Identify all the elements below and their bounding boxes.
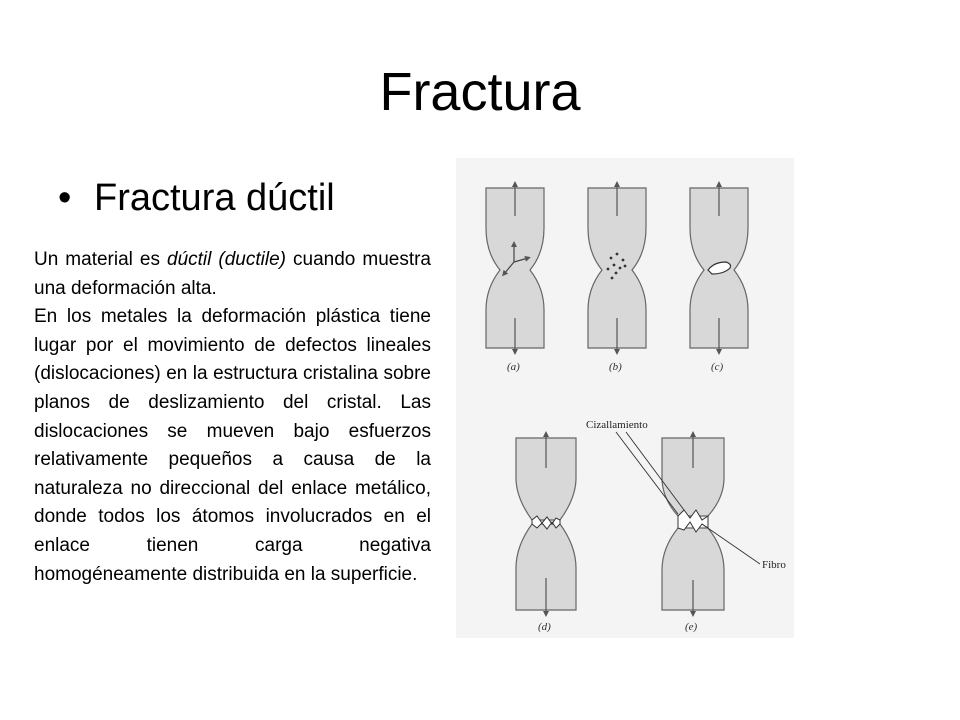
callout-shear: Cizallamiento <box>586 419 648 431</box>
bullet-marker: • <box>58 177 72 219</box>
label-c: (c) <box>711 361 724 373</box>
body-text <box>34 246 431 589</box>
label-d: (d) <box>538 621 551 633</box>
specimen-a <box>486 184 544 352</box>
specimen-c <box>690 184 748 352</box>
definition-before: Un material es <box>34 249 168 270</box>
slide-title: Fractura <box>379 62 581 122</box>
label-e: (e) <box>685 621 698 633</box>
paragraph-definition <box>34 246 431 303</box>
bullet-text: Fractura dúctil <box>94 177 335 219</box>
label-b: (b) <box>609 361 622 373</box>
definition-term: dúctil (ductile) <box>167 249 286 270</box>
callout-fibrous: Fibro <box>762 559 786 571</box>
definition-after: cuando muestra una deformación alta. <box>34 249 431 299</box>
fracture-figure <box>456 158 794 638</box>
specimen-e <box>662 434 724 614</box>
paragraph-explanation: En los metales la deformación plástica tiene lugar por el movimiento de defectos lineales (dislocaciones) en la estructura cristalina sobre planos de deslizamiento del cristal. Las dislocaciones se mueven bajo esfuerzos relativamente pequeños a causa de la naturaleza no direccional del enlace metálico, donde todos los átomos involucrados en el enlace tienen carga negativa homogéneamente distribuida en la superficie. <box>34 306 431 585</box>
specimen-b <box>588 184 646 352</box>
fracture-diagram <box>456 158 794 638</box>
bullet-item <box>58 176 335 220</box>
specimen-d <box>516 434 576 614</box>
label-a: (a) <box>507 361 520 373</box>
